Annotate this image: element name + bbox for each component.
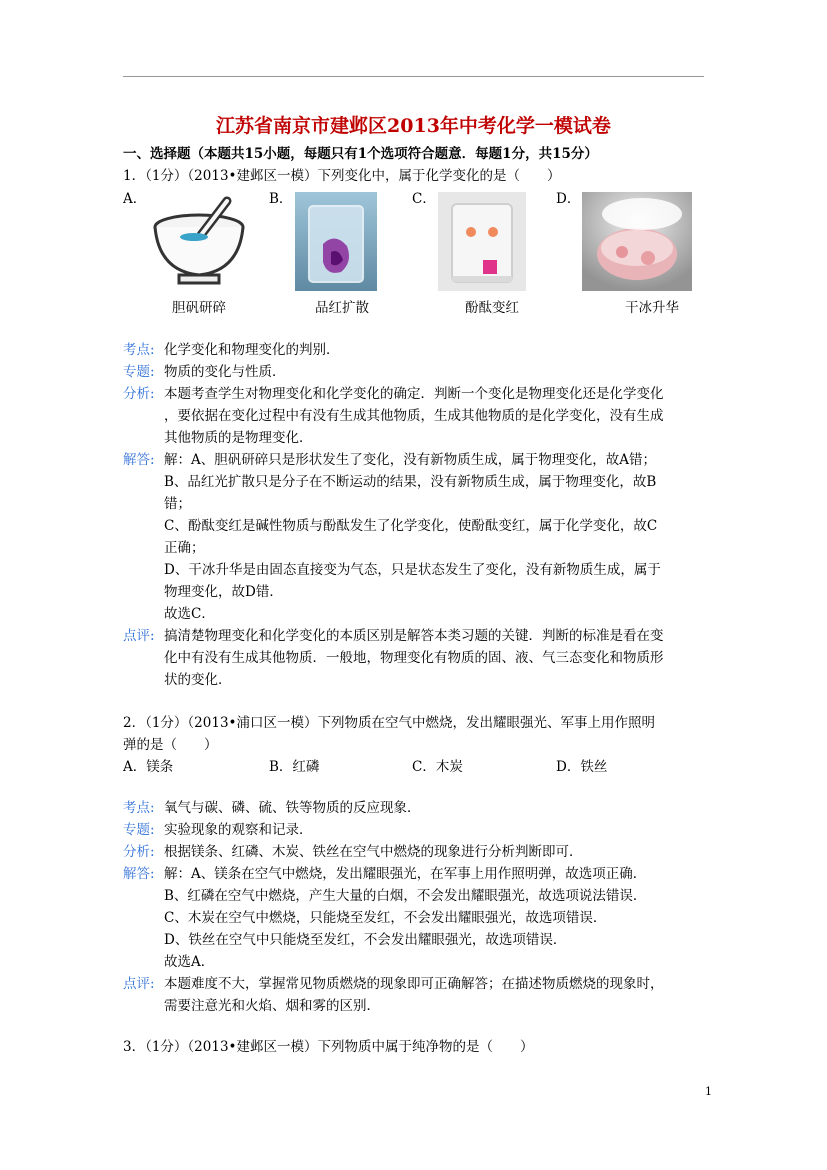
mortar-pestle-image — [149, 193, 249, 290]
beaker-phenolphthalein-image — [438, 192, 526, 291]
q2-dianping-line: 本题难度不大，掌握常见物质燃烧的现象即可正确解答；在描述物质燃烧的现象时， — [164, 976, 664, 992]
q1-jieda-line: 解：A、胆矾研碎只是形状发生了变化，没有新物质生成，属于物理变化，故A错； — [164, 452, 656, 468]
q1-fenxi-line: ，要依据在变化过程中有没有生成其他物质，生成其他物质的是化学变化，没有生成 — [164, 408, 664, 424]
q1-dianping-label: 点评: — [123, 628, 155, 644]
beaker-magenta-image — [295, 192, 377, 291]
q2-fenxi-label: 分析: — [123, 844, 155, 860]
q1-jieda-line: 故选C． — [164, 606, 215, 622]
q1-zhuanti: 物质的变化与性质． — [164, 364, 286, 380]
q2-option-c: C．木炭 — [412, 759, 463, 775]
q1-stem: 1．（1分）（2013•建邺区一模）下列变化中，属于化学变化的是（ ） — [123, 168, 561, 184]
q1-jieda-line: 错； — [164, 496, 191, 512]
q1-option-b-label: B． — [269, 191, 293, 207]
q2-jieda-line: D、铁丝在空气中只能烧至发红，不会发出耀眼强光，故选项错误． — [164, 932, 567, 948]
q1-option-c-label: C． — [412, 191, 436, 207]
q2-jieda-line: 故选A． — [164, 954, 215, 970]
q1-jieda-line: 物理变化，故D错． — [164, 584, 283, 600]
q2-jieda-line: C、木炭在空气中燃烧，只能烧至发红，不会发出耀眼强光，故选项错误． — [164, 910, 607, 926]
q2-fenxi-line: 根据镁条、红磷、木炭、铁丝在空气中燃烧的现象进行分析判断即可． — [164, 844, 583, 860]
section-heading: 一、选择题（本题共15小题，每题只有1个选项符合题意．每题1分，共15分） — [123, 146, 598, 162]
q1-dianping-line: 化中有没有生成其他物质．一般地，物理变化有物质的固、液、气三态变化和物质形 — [164, 650, 664, 666]
q1-jieda-line: D、干冰升华是由固态直接变为气态，只是状态发生了变化，没有新物质生成，属于 — [164, 562, 661, 578]
q2-jieda-label: 解答: — [123, 866, 155, 882]
q1-caption-a: 胆矾研碎 — [172, 300, 226, 316]
header-rule — [123, 76, 704, 77]
q2-option-b: B．红磷 — [269, 759, 320, 775]
q1-zhuanti-label: 专题: — [123, 364, 155, 380]
q2-jieda-line: B、红磷在空气中燃烧，产生大量的白烟，不会发出耀眼强光，故选项说法错误． — [164, 888, 647, 904]
q1-fenxi-line: 本题考查学生对物理变化和化学变化的确定．判断一个变化是物理变化还是化学变化 — [164, 386, 664, 402]
q2-stem-line: 弹的是（ ） — [123, 737, 218, 753]
q1-kaodian: 化学变化和物理变化的判别． — [164, 342, 340, 358]
q1-dianping-line: 状的变化． — [164, 672, 232, 688]
q2-option-d: D．铁丝 — [556, 759, 608, 775]
page-number: 1 — [705, 1085, 712, 1098]
q2-zhuanti-label: 专题: — [123, 822, 155, 838]
q1-caption-b: 品红扩散 — [315, 300, 369, 316]
dry-ice-image — [582, 192, 692, 291]
q1-fenxi-line: 其他物质的是物理变化． — [164, 430, 313, 446]
q2-dianping-label: 点评: — [123, 976, 155, 992]
q3-stem: 3．（1分）（2013•建邺区一模）下列物质中属于纯净物的是（ ） — [123, 1039, 534, 1055]
q1-dianping-line: 搞清楚物理变化和化学变化的本质区别是解答本类习题的关键．判断的标准是看在变 — [164, 628, 664, 644]
q2-jieda-line: 解：A、镁条在空气中燃烧，发出耀眼强光，在军事上用作照明弹，故选项正确． — [164, 866, 647, 882]
q2-option-a: A．镁条 — [123, 759, 174, 775]
q1-option-d-label: D． — [556, 191, 581, 207]
q1-caption-c: 酚酞变红 — [465, 300, 519, 316]
q2-dianping-line: 需要注意光和火焰、烟和雾的区别． — [164, 998, 380, 1014]
q2-kaodian-label: 考点: — [123, 800, 155, 816]
q1-jieda-line: B、品红光扩散只是分子在不断运动的结果，没有新物质生成，属于物理变化，故B — [164, 474, 657, 490]
q2-stem-line: 2．（1分）（2013•浦口区一模）下列物质在空气中燃烧，发出耀眼强光、军事上用作照明 — [123, 715, 655, 731]
q2-kaodian: 氧气与碳、磷、硫、铁等物质的反应现象． — [164, 800, 421, 816]
q1-kaodian-label: 考点: — [123, 342, 155, 358]
q1-option-a-label: A． — [123, 191, 147, 207]
q2-zhuanti: 实验现象的观察和记录． — [164, 822, 313, 838]
page-title: 江苏省南京市建邺区2013年中考化学一模试卷 — [216, 115, 611, 137]
q1-jieda-line: C、酚酞变红是碱性物质与酚酞发生了化学变化，使酚酞变红，属于化学变化，故C — [164, 518, 658, 534]
q1-jieda-label: 解答: — [123, 452, 155, 468]
q1-jieda-line: 正确； — [164, 540, 205, 556]
q1-fenxi-label: 分析: — [123, 386, 155, 402]
q1-caption-d: 干冰升华 — [625, 300, 679, 316]
